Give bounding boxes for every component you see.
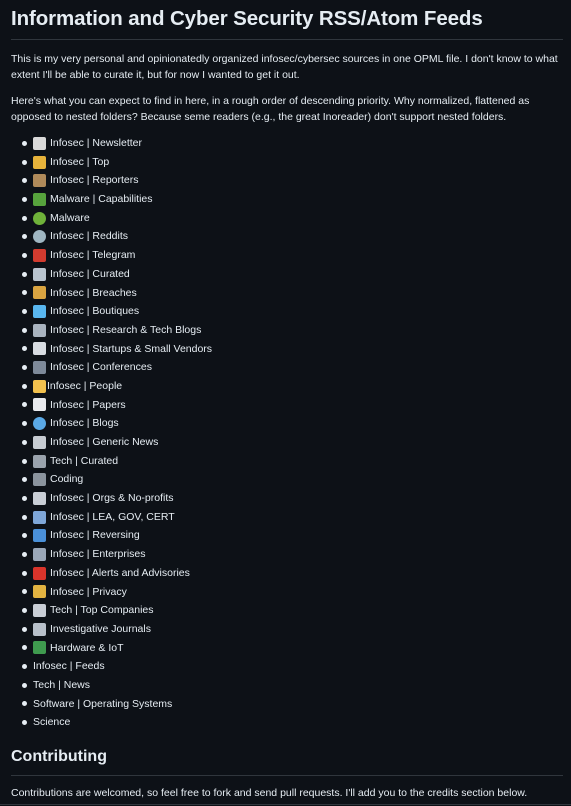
section-list-item	[22, 639, 563, 658]
bullet-dot	[22, 683, 27, 688]
crossed-swords-icon	[33, 492, 46, 505]
speaking-people-icon	[33, 361, 46, 374]
readme-content	[11, 0, 563, 801]
section-label: Infosec | Startups & Small Vendors	[50, 342, 213, 355]
person-icon	[33, 380, 46, 393]
gem-stone-icon	[33, 305, 46, 318]
section-label: Infosec | Alerts and Advisories	[50, 566, 190, 579]
bullet-dot	[22, 645, 27, 650]
section-list-item	[22, 526, 563, 545]
section-list-item	[22, 302, 563, 321]
section-label: Infosec | Feeds	[33, 660, 105, 673]
section-label: Infosec | People	[47, 379, 123, 392]
laptop-icon	[33, 455, 46, 468]
section-list-item	[22, 227, 563, 246]
section-list-item	[22, 284, 563, 303]
globe-icon	[33, 417, 46, 430]
bullet-dot	[22, 589, 27, 594]
telephone-icon	[33, 249, 46, 262]
section-label: Hardware & IoT	[50, 641, 124, 654]
bullet-dot	[22, 701, 27, 706]
contributing-paragraph: Contributions are welcomed, so feel free to fork and send pull requests. I'll add you to the credits section below.	[11, 787, 528, 799]
section-label: Malware	[50, 211, 90, 224]
reddit-alien-icon	[33, 230, 46, 243]
intro-paragraph: This is my very personal and opinionatedly organized infosec/cybersec sources in one OPML file. I don't know to what extent I'll be able to curate it, but for now I wanted to get it out.	[11, 53, 558, 81]
circuit-board-icon	[33, 641, 46, 654]
section-label: Infosec | Reporters	[50, 174, 139, 187]
bullet-dot	[22, 309, 27, 314]
puzzle-piece-icon	[33, 193, 46, 206]
section-list-item	[22, 564, 563, 583]
bullet-dot	[22, 402, 27, 407]
section-list-item	[22, 414, 563, 433]
section-label: Infosec | Research & Tech Blogs	[50, 323, 202, 336]
section-list-item	[22, 508, 563, 527]
bullet-dot	[22, 533, 27, 538]
section-list-item	[22, 153, 563, 172]
bullet-dot	[22, 571, 27, 576]
section-list-item	[22, 358, 563, 377]
section-list-item	[22, 620, 563, 639]
virus-icon	[33, 212, 46, 225]
expectations-paragraph: Here's what you can expect to find in here, in a rough order of descending priority. Why normalized, flattened as opposed to nested folders? Because seme readers (e.g., the great Inoreader) don't support nested folders.	[11, 95, 530, 123]
section-list-item	[22, 171, 563, 190]
section-list-item	[22, 246, 563, 265]
section-list-item	[22, 489, 563, 508]
section-list-item	[22, 695, 563, 714]
section-label: Infosec | Top	[50, 155, 110, 168]
section-list-item	[22, 676, 563, 695]
inbox-tray-icon	[33, 137, 46, 150]
locked-icon	[33, 585, 46, 598]
bullet-dot	[22, 216, 27, 221]
section-label: Tech | Top Companies	[50, 604, 154, 617]
section-list-item	[22, 713, 563, 732]
section-label: Infosec | Generic News	[50, 436, 159, 448]
bullet-dot	[22, 608, 27, 613]
police-car-icon	[33, 511, 46, 524]
section-label: Infosec | Blogs	[50, 417, 119, 430]
section-list-item	[22, 452, 563, 471]
section-list-item	[22, 340, 563, 359]
section-label: Tech | News	[33, 678, 90, 691]
section-label: Investigative Journals	[50, 622, 151, 635]
magnifying-glass-icon	[33, 623, 46, 636]
microscope-icon	[33, 324, 46, 337]
section-label: Tech | Curated	[50, 454, 119, 467]
section-label: Infosec | Telegram	[50, 249, 136, 262]
bullet-dot	[22, 234, 27, 239]
office-building-icon	[33, 548, 46, 561]
section-label: Infosec | Orgs & No-profits	[50, 492, 174, 505]
fountain-pen-icon	[33, 268, 46, 281]
section-label: Infosec | Reddits	[50, 230, 129, 243]
section-list-item	[22, 377, 563, 396]
locked-with-key-icon	[33, 156, 46, 169]
section-list-item	[22, 134, 563, 153]
computer-icon	[33, 473, 46, 486]
section-label: Infosec | Curated	[50, 267, 130, 280]
section-label: Software | Operating Systems	[33, 697, 173, 710]
section-list-item	[22, 601, 563, 620]
bullet-dot	[22, 552, 27, 557]
contributing-heading: Contributing	[11, 746, 563, 776]
bullet-dot	[22, 328, 27, 333]
bullet-dot	[22, 160, 27, 165]
section-label: Infosec | Boutiques	[50, 305, 140, 318]
section-list-item	[22, 209, 563, 228]
bullet-dot	[22, 253, 27, 258]
section-list-item	[22, 545, 563, 564]
section-list-item	[22, 265, 563, 284]
bullet-dot	[22, 365, 27, 370]
section-list-item	[22, 433, 563, 452]
section-label: Infosec | Conferences	[50, 361, 152, 374]
bullet-dot	[22, 440, 27, 445]
bullet-dot	[22, 459, 27, 464]
bottom-divider	[0, 804, 571, 805]
bullet-dot	[22, 290, 27, 295]
page-facing-up-icon	[33, 398, 46, 411]
bullet-dot	[22, 346, 27, 351]
section-label: Infosec | Enterprises	[50, 548, 146, 561]
bullet-dot	[22, 477, 27, 482]
section-label: Coding	[50, 473, 84, 486]
section-label: Infosec | Breaches	[50, 286, 137, 299]
section-label: Infosec | Reversing	[50, 529, 140, 542]
section-list-item	[22, 396, 563, 415]
section-label: Science	[33, 716, 71, 729]
bullet-dot	[22, 664, 27, 669]
section-list-item	[22, 583, 563, 602]
section-list-item	[22, 321, 563, 340]
bullet-dot	[22, 178, 27, 183]
section-label: Malware | Capabilities	[50, 193, 153, 206]
reverse-button-icon	[33, 529, 46, 542]
rocket-icon	[33, 342, 46, 355]
sos-button-icon	[33, 567, 46, 580]
newspaper-scroll-icon	[33, 174, 46, 187]
section-label: Infosec | Privacy	[50, 585, 127, 598]
section-label: Infosec | Papers	[50, 398, 126, 411]
bullet-dot	[22, 720, 27, 725]
sections-list	[11, 134, 563, 732]
money-bag-icon	[33, 286, 46, 299]
bullet-dot	[22, 272, 27, 277]
section-list-item	[22, 657, 563, 676]
bullet-dot	[22, 515, 27, 520]
rolled-newspaper-icon	[33, 436, 46, 449]
section-list-item	[22, 190, 563, 209]
bullet-dot	[22, 421, 27, 426]
section-list-item	[22, 470, 563, 489]
bullet-dot	[22, 141, 27, 146]
bullet-dot	[22, 384, 27, 389]
page-title: Information and Cyber Security RSS/Atom Feeds	[11, 0, 563, 40]
bullet-dot	[22, 496, 27, 501]
classical-building-icon	[33, 604, 46, 617]
bullet-dot	[22, 627, 27, 632]
section-label: Infosec | LEA, GOV, CERT	[50, 510, 175, 523]
bullet-dot	[22, 197, 27, 202]
section-label: Infosec | Newsletter	[50, 137, 143, 149]
